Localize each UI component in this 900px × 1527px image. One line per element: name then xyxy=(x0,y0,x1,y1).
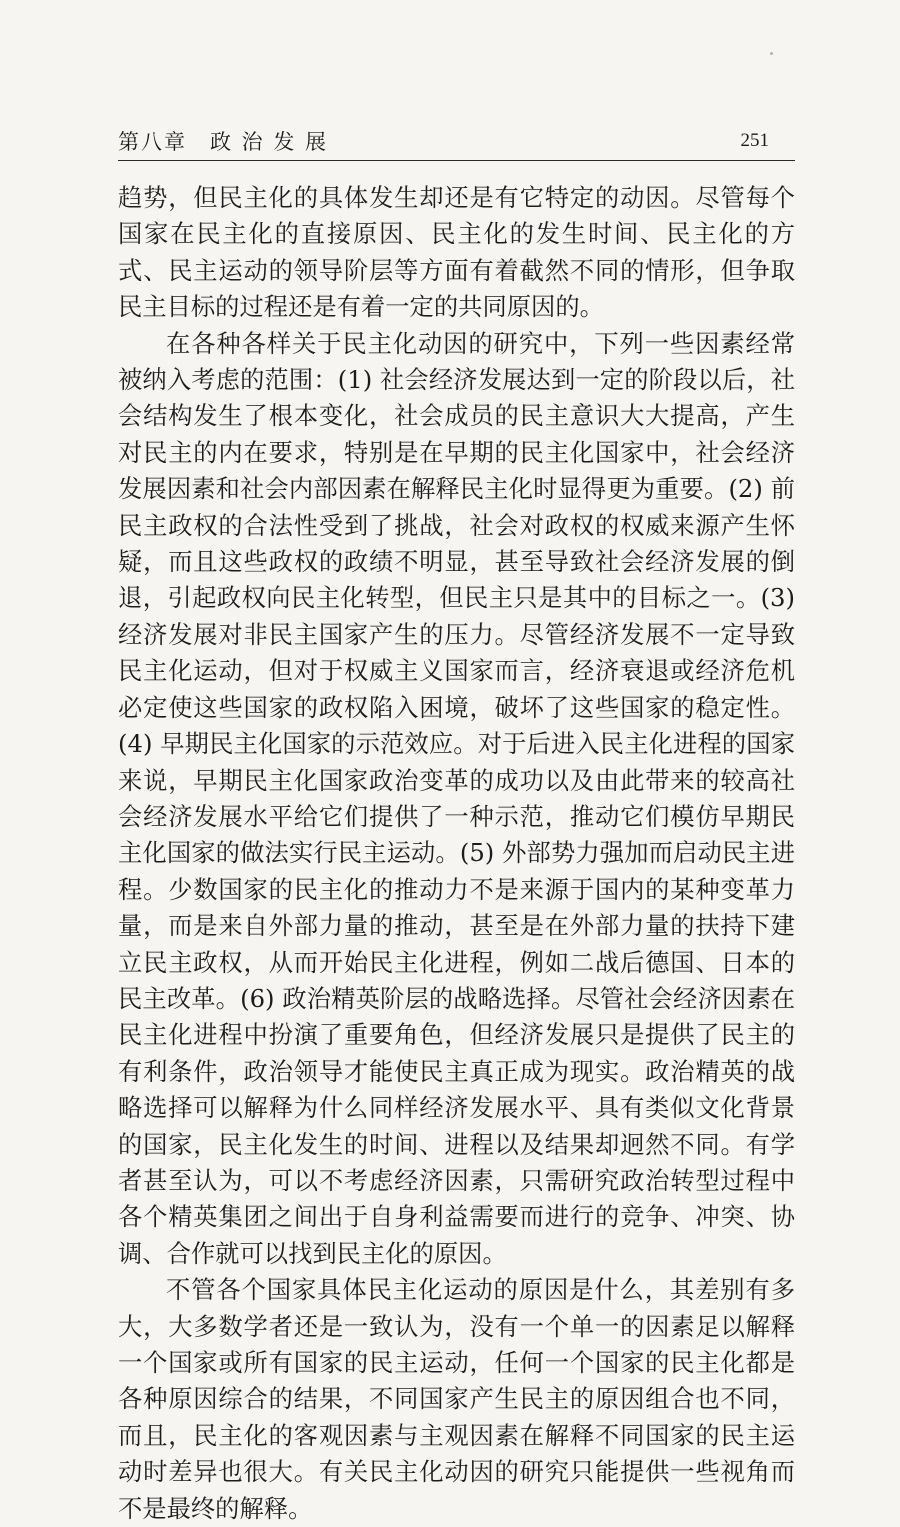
paragraph-democratization-factors: 在各种各样关于民主化动因的研究中，下列一些因素经常被纳入考虑的范围：(1) 社会经济发展达到一定的阶段以后，社会结构发生了根本变化，社会成员的民主意识大大提高，产生对民主的内在要求，特别是在早期的民主化国家中，社会经济发展因素和社会内部因素在解释民主化时显得更为重要。(2) 前民主政权的合法性受到了挑战，社会对政权的权威来源产生怀疑，而且这些政权的政绩不明显，甚至导致社会经济发展的倒退，引起政权向民主化转型，但民主只是其中的目标之一。(3) 经济发展对非民主国家产生的压力。尽管经济发展不一定导致民主化运动，但对于权威主义国家而言，经济衰退或经济危机必定使这些国家的政权陷入困境，破坏了这些国家的稳定性。(4) 早期民主化国家的示范效应。对于后进入民主化进程的国家来说，早期民主化国家政治变革的成功以及由此带来的较高社会经济发展水平给它们提供了一种示范，推动它们模仿早期民主化国家的做法实行民主运动。(5) 外部势力强加而启动民主进程。少数国家的民主化的推动力不是来源于国内的某种变革力量，而是来自外部力量的推动，甚至是在外部力量的扶持下建立民主政权，从而开始民主化进程，例如二战后德国、日本的民主改革。(6) 政治精英阶层的战略选择。尽管社会经济因素在民主化进程中扮演了重要角色，但经济发展只是提供了民主的有利条件，政治领导才能使民主真正成为现实。政治精英的战略选择可以解释为什么同样经济发展水平、具有类似文化背景的国家，民主化发生的时间、进程以及结果却迥然不同。有学者甚至认为，可以不考虑经济因素，只需研究政治转型过程中各个精英集团之间出于自身利益需要而进行的竞争、冲突、协调、合作就可以找到民主化的原因。 xyxy=(118,328,795,1268)
paragraph-continued: 趋势，但民主化的具体发生却还是有它特定的动因。尽管每个国家在民主化的直接原因、民主化的发生时间、民主化的方式、民主运动的领导阶层等方面有着截然不同的情形，但争取民主目标的过程还是有着一定的共同原因的。 xyxy=(118,183,795,322)
page-number: 251 xyxy=(740,130,769,151)
running-header xyxy=(118,122,795,161)
paper-speck xyxy=(770,52,773,55)
body-text xyxy=(118,180,795,1527)
paragraph-conclusion: 不管各个国家具体民主化运动的原因是什么，其差别有多大，大多数学者还是一致认为，没有一个单一的因素足以解释一个国家或所有国家的民主运动，任何一个国家的民主化都是各种原因综合的结果，不同国家产生民主的原因组合也不同，而且，民主化的客观因素与主观因素在解释不同国家的民主运动时差异也很大。有关民主化动因的研究只能提供一些视角而不是最终的解释。 xyxy=(118,1275,795,1523)
chapter-title: 第八章 政 治 发 展 xyxy=(118,130,329,154)
